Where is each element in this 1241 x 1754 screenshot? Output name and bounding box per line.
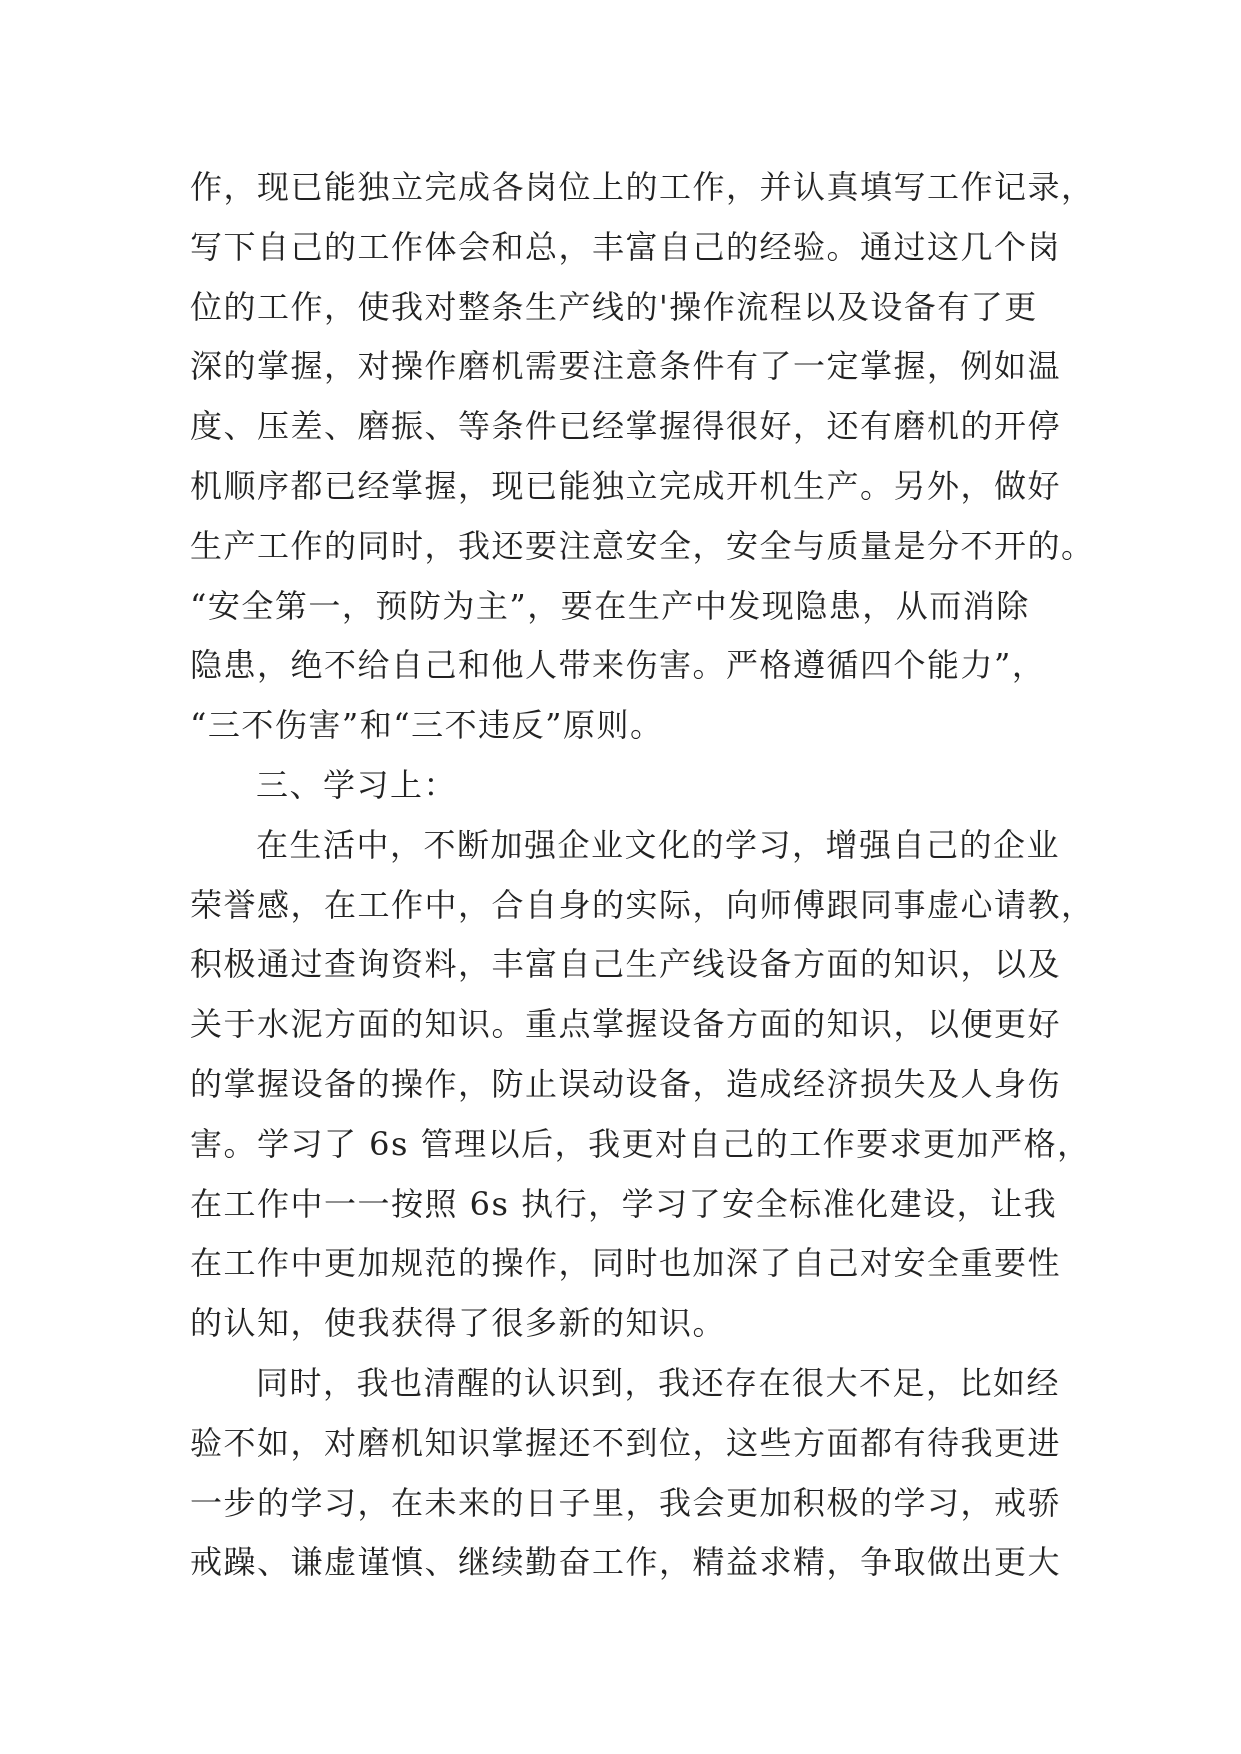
text-line: 机顺序都已经掌握，现已能独立完成开机生产。另外，做好 [190,466,1062,505]
text-line: 深的掌握，对操作磨机需要注意条件有了一定掌握，例如温 [190,347,1062,386]
text-line: 的掌握设备的操作，防止误动设备，造成经济损失及人身伤 [190,1064,1062,1103]
text-line: “三不伤害”和“三不违反”原则。 [190,706,664,745]
document-body [190,158,1095,1593]
text-line: 积极通过查询资料，丰富自己生产线设备方面的知识，以及 [190,945,1062,984]
text-line: 验不如，对磨机知识掌握还不到位，这些方面都有待我更进 [190,1423,1062,1462]
text-line: 在生活中，不断加强企业文化的学习，增强自己的企业 [256,825,1061,864]
text-line: 作，现已能独立完成各岗位上的工作，并认真填写工作记录， [190,168,1095,206]
text-line: “安全第一，预防为主”，要在生产中发现隐患，从而消除 [190,586,1030,625]
text-line: 的认知，使我获得了很多新的知识。 [190,1304,727,1343]
text-line: 同时，我也清醒的认识到，我还存在很大不足，比如经 [256,1363,1061,1402]
text-line: 在工作中一一按照 6s 执行，学习了安全标准化建设，让我 [190,1184,1058,1223]
text-line: 位的工作，使我对整条生产线的'操作流程以及设备有了更 [190,287,1038,326]
text-line: 生产工作的同时，我还要注意安全，安全与质量是分不开的。 [190,526,1095,565]
text-line: 在工作中更加规范的操作，同时也加深了自己对安全重要性 [190,1244,1062,1283]
text-line: 写下自己的工作体会和总，丰富自己的经验。通过这几个岗 [190,227,1062,266]
text-line: 一步的学习，在未来的日子里，我会更加积极的学习，戒骄 [190,1483,1062,1522]
text-line: 关于水泥方面的知识。重点掌握设备方面的知识，以便更好 [190,1005,1062,1044]
text-line: 度、压差、磨振、等条件已经掌握得很好，还有磨机的开停 [190,407,1062,446]
text-line: 害。学习了 6s 管理以后，我更对自己的工作要求更加严格， [190,1124,1091,1163]
text-line: 荣誉感，在工作中，合自身的实际，向师傅跟同事虚心请教， [190,885,1095,924]
text-line: 三、学习上： [256,765,458,804]
text-line: 戒躁、谦虚谨慎、继续勤奋工作，精益求精，争取做出更大 [190,1543,1062,1582]
text-line: 隐患，绝不给自己和他人带来伤害。严格遵循四个能力”， [190,646,1046,685]
